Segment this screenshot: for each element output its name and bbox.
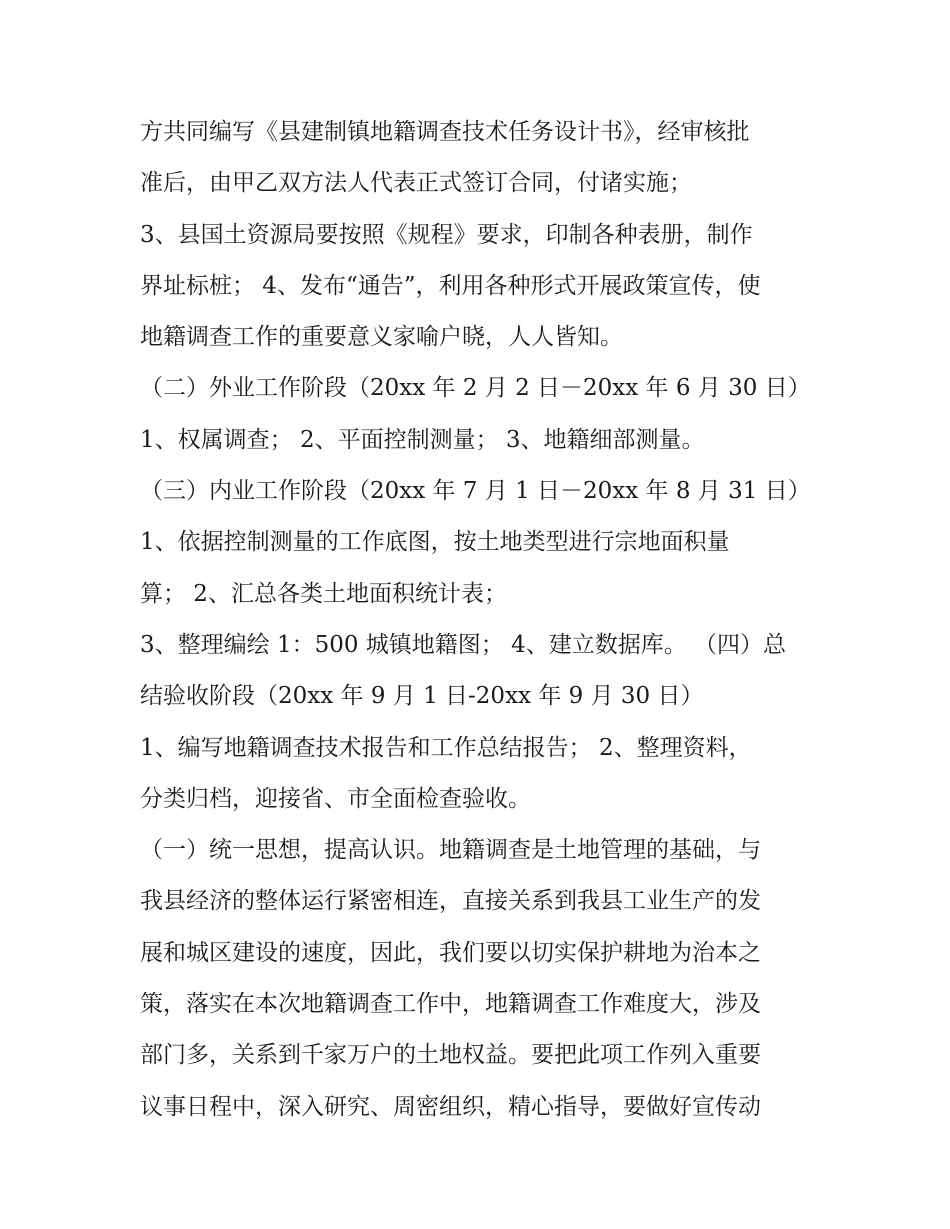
text-line: 地籍调查工作的重要意义家喻户晓，人人皆知。 [140, 324, 623, 351]
text-line: 展和城区建设的速度，因此，我们要以切实保护耕地为治本之 [140, 939, 761, 966]
text-line: 界址标桩； 4、发布“通告”，利用各种形式开展政策宣传，使 [140, 272, 761, 299]
text-line: 方共同编写《县建制镇地籍调查技术任务设计书》，经审核批 [140, 119, 750, 145]
text-line: 准后，由甲乙双方法人代表正式签订合同，付诸实施； [140, 170, 692, 197]
text-line: 部门多，关系到千家万户的土地权益。要把此项工作列入重要 [140, 1042, 761, 1069]
section-heading-field-work: （二）外业工作阶段（20xx 年 2 月 2 日－20xx 年 6 月 30 日） [140, 375, 811, 402]
text-line: 我县经济的整体运行紧密相连，直接关系到我县工业生产的发 [140, 888, 761, 915]
text-line: 3、县国土资源局要按照《规程》要求，印制各种表册，制作 [140, 221, 753, 248]
document-body [140, 107, 820, 1133]
text-line: 策，落实在本次地籍调查工作中，地籍调查工作难度大，涉及 [140, 991, 761, 1018]
text-line: 1、编写地籍调查技术报告和工作总结报告； 2、整理资料， [140, 734, 752, 761]
text-line: 1、依据控制测量的工作底图，按土地类型进行宗地面积量 [140, 529, 730, 556]
text-line: 分类归档，迎接省、市全面检查验收。 [140, 785, 531, 812]
text-line: 议事日程中，深入研究、周密组织，精心指导，要做好宣传动 [140, 1093, 761, 1120]
text-line: 3、整理编绘 1：500 城镇地籍图； 4、建立数据库。 （四）总 [140, 631, 787, 658]
text-line: 算； 2、汇总各类土地面积统计表； [140, 580, 507, 607]
text-line: （一）统一思想，提高认识。地籍调查是土地管理的基础，与 [140, 837, 761, 864]
section-heading-acceptance: 结验收阶段（20xx 年 9 月 1 日-20xx 年 9 月 30 日） [140, 683, 704, 710]
text-line: 1、权属调查； 2、平面控制测量； 3、地籍细部测量。 [140, 426, 705, 453]
section-heading-office-work: （三）内业工作阶段（20xx 年 7 月 1 日－20xx 年 8 月 31 日） [140, 478, 811, 505]
